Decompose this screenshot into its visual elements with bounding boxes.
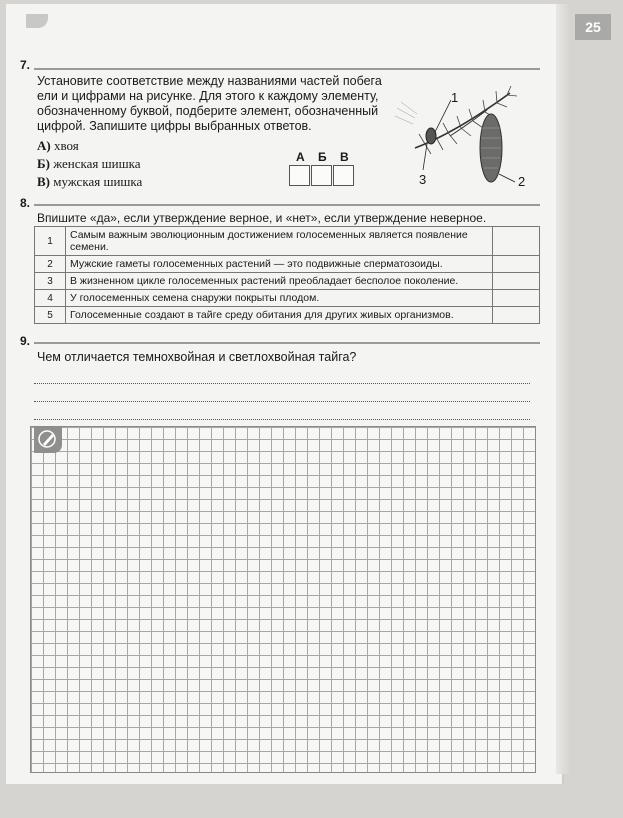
row-number: 1 (35, 227, 66, 256)
row-number: 4 (35, 290, 66, 307)
q7-line-2: ели и цифрами на рисунке. Для этого к каждому элементу, (37, 89, 379, 103)
statements-table (34, 226, 540, 324)
q8-number: 8. (20, 196, 31, 210)
table-row (35, 273, 540, 290)
row-number: 2 (35, 256, 66, 273)
option-text: хвоя (53, 138, 79, 153)
option-letter: А) (37, 138, 51, 153)
option-text: мужская шишка (53, 174, 143, 189)
answer-header-a: А (296, 150, 305, 164)
answer-box-a[interactable] (289, 165, 310, 186)
q7-option-c (37, 174, 142, 190)
notes-grid[interactable] (30, 426, 536, 773)
spruce-shoot-figure (395, 78, 535, 198)
table-row (35, 307, 540, 324)
q9-divider (34, 342, 540, 344)
q8-instruction: Впишите «да», если утверждение верное, и «нет», если утверждение неверное. (37, 211, 487, 225)
row-statement: Мужские гаметы голосеменных растений — это подвижные сперматозоиды. (66, 256, 493, 273)
q7-line-4: цифрой. Запишите цифры выбранных ответов. (37, 119, 312, 133)
table-row (35, 227, 540, 256)
answer-cell[interactable] (493, 273, 540, 290)
answer-line[interactable] (34, 400, 530, 402)
page-number: 25 (575, 14, 611, 40)
row-statement: Голосеменные создают в тайге среду обитания для других живых организмов. (66, 307, 493, 324)
figure-label-1: 1 (451, 90, 459, 105)
q8-divider (34, 204, 540, 206)
q9-question: Чем отличается темнохвойная и светлохвойная тайга? (37, 350, 357, 364)
answer-header-c: В (340, 150, 349, 164)
q7-line-1: Установите соответствие между названиями частей побега (37, 74, 382, 88)
q7-divider (34, 68, 540, 70)
q7-option-b (37, 156, 140, 172)
row-number: 5 (35, 307, 66, 324)
row-statement: Самым важным эволюционным достижением голосеменных является появление семени. (66, 227, 493, 256)
table-row (35, 290, 540, 307)
q7-line-3: обозначенному буквой, подберите элемент, обозначенный (37, 104, 379, 118)
answer-cell[interactable] (493, 307, 540, 324)
answer-line[interactable] (34, 382, 530, 384)
answer-header-b: Б (318, 150, 327, 164)
q9-number: 9. (20, 334, 31, 348)
row-statement: В жизненном цикле голосеменных растений преобладает бесполое поколение. (66, 273, 493, 290)
option-text: женская шишка (53, 156, 141, 171)
q7-option-a (37, 138, 79, 154)
page-edge-shadow (556, 4, 570, 774)
answer-cell[interactable] (493, 227, 540, 256)
figure-label-3: 3 (419, 172, 427, 187)
option-letter: Б) (37, 156, 50, 171)
male-cone (426, 128, 436, 144)
answer-line[interactable] (34, 418, 530, 420)
figure-label-2: 2 (518, 174, 526, 189)
answer-box-c[interactable] (333, 165, 354, 186)
pencil-icon (34, 427, 62, 453)
row-statement: У голосеменных семена снаружи покрыты плодом. (66, 290, 493, 307)
answer-box-b[interactable] (311, 165, 332, 186)
option-letter: В) (37, 174, 50, 189)
row-number: 3 (35, 273, 66, 290)
pencil-icon-svg (34, 427, 62, 453)
table-row (35, 256, 540, 273)
answer-cell[interactable] (493, 256, 540, 273)
q7-number: 7. (20, 58, 31, 72)
answer-cell[interactable] (493, 290, 540, 307)
